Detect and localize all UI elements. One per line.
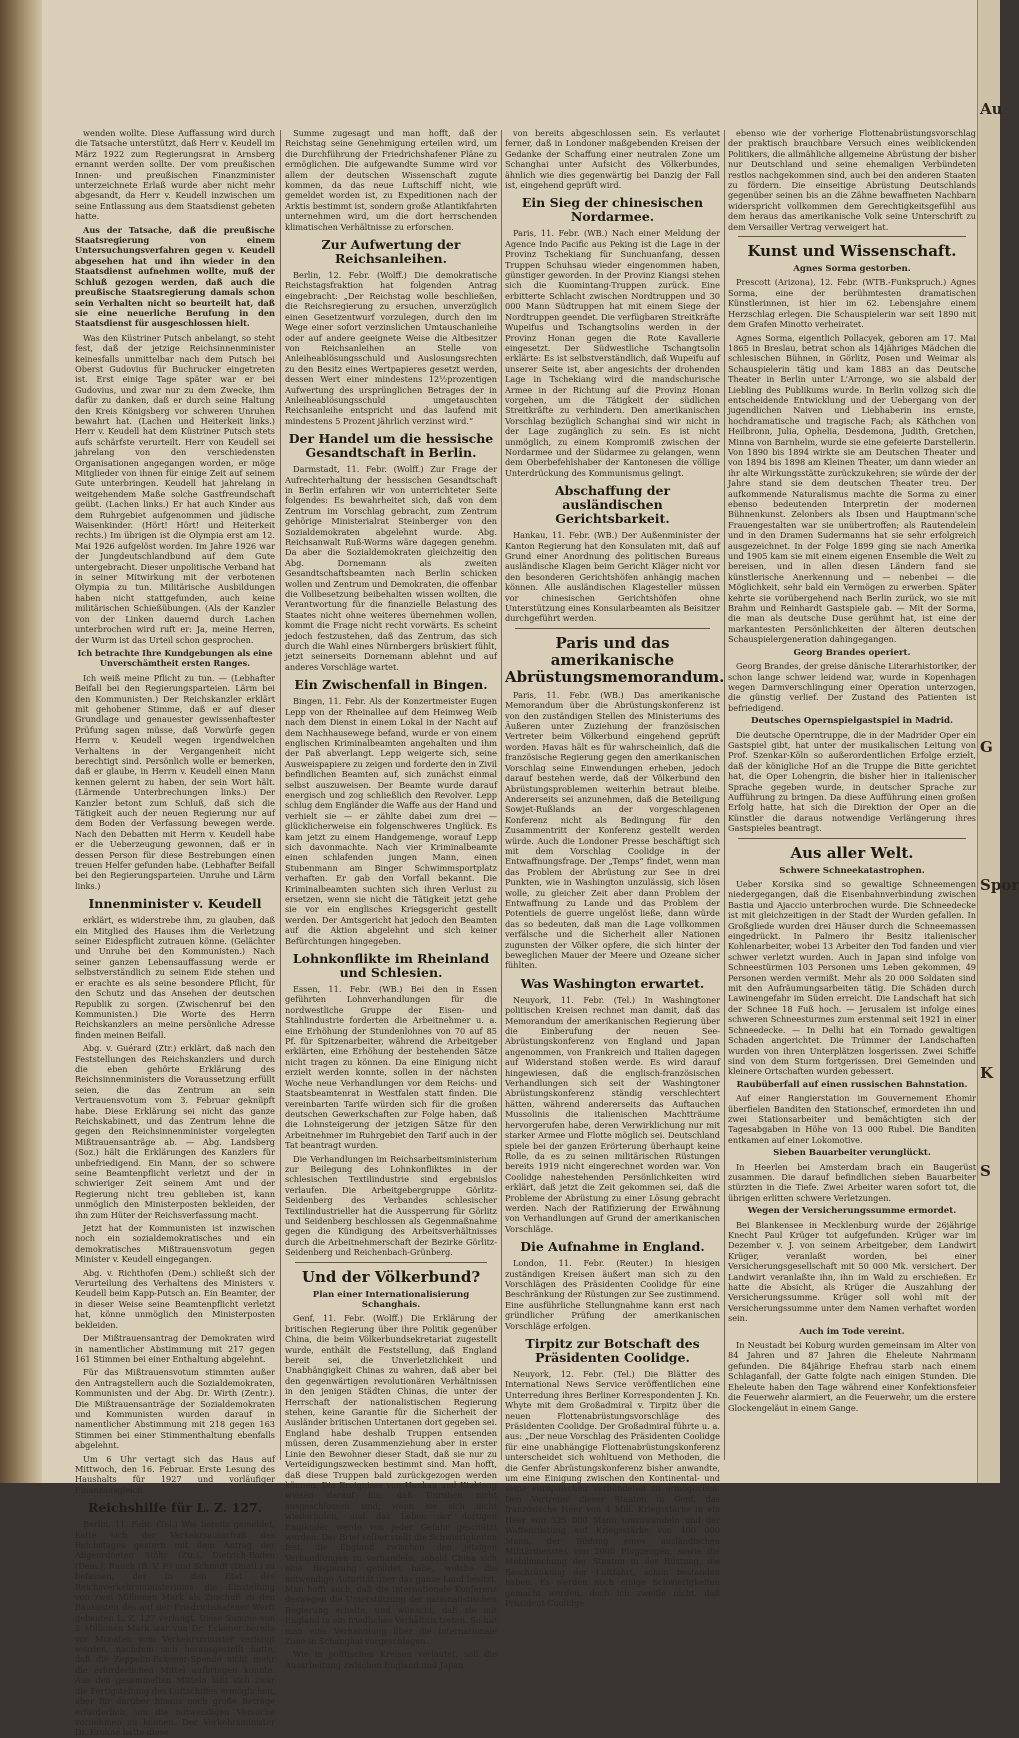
article-paragraph: Berlin, 11. Febr. (Tel.) Wie bereits gemeldet, hatte sich der Verkehrsausschuß des Reichstages gestern mit dem Antrag der Abgeordneten Stöhr (Ztr.), Dietrich-Baden (Dem.), Rauch (B. V. P.) und Schmidt (Dnatl.) zu befassen, der in den Etat des Reichsverkehrsministeriums die Einstellung von zwei Millionen Mark als Zuschuß zu den Baukosten des auf der Friedrichshafener Werft gebauten L. Z. 127 verlangt. Diese Summe von 2 Millionen Mark war von Dr. Eckener bereits vor Monaten vom Verkehrsminister verlangt worden, nachdem sich herausgestellt hatte, daß die Zeppelin-Eckener-Spende nicht mehr die erforderlichen Mittel aufbringen konnte. Aus den gesammelten Mitteln läßt sich zwar die Fertigstellung des Luftschiffes ermöglichen, aber für darüber hinaus noch große Beträge erforderlich, um die notwendigen Versuche vornehmen zu können. Der Verkehrsminister Dr. Krohne hatte diese <box>75 1519 275 1738</box>
column-2 <box>285 128 498 1670</box>
article-paragraph: Bei Blankensee in Mecklenburg wurde der 26jährige Knecht Paul Krüger tot aufgefunden. Krüger war im Dezember v. J. von seinem Arbeitgeber, dem Landwirt Krüger, veranlaßt worden, bei einer Versicherungsgesellschaft mit 50 000 Mk. versichert. Der Landwirt veranlaßte ihn, ihn im Wald zu erschießen. Er hatte die Absicht, als Krüger die Auszahlung der Versicherungssumme. Krüger soll wohl mit der Versicherungssumme unter dem Namen verhaftet worden sein. <box>728 1219 976 1324</box>
section-subheading: Deutsches Opernspielgastspiel in Madrid. <box>751 716 953 727</box>
article-paragraph: erklärt, es widerstrebe ihm, zu glauben, daß ein Mitglied des Hauses ihm die Verletzung seiner Eidespflicht zutrauen könne. (Gelächter und Unruhe bei den Kommunisten.) Nach seiner ganzen Lebensauffassung werde er selbstverständlich zu seinem Eide stehen und er erachte es als seine besondere Pflicht, für den Schutz und das Ansehen der deutschen Republik zu sorgen. (Zwischenruf bei den Kommunisten.) Die Worte des Herrn Reichskanzlers an meine persönliche Adresse finden meinen Beifall. <box>75 915 275 1040</box>
article-paragraph: London, 11. Febr. (Reuter.) In hiesigen zuständigen Kreisen äußert man sich zu den Vorschlägen des Präsidenten Coolidge für eine Beschränkung der Rüstungen zur See zustimmend. Eine ausführliche Stellungnahme kann erst nach gründlicher Prüfung der amerikanischen Vorschläge erfolgen. <box>505 1258 720 1331</box>
section-heading: Kunst und Wissenschaft. <box>747 242 957 261</box>
section-heading: Lohnkonflikte im Rheinland und Schlesien. <box>292 951 490 981</box>
article-paragraph: Hankau, 11. Febr. (WB.) Der Außenminister der Kanton Regierung hat den Konsulaten mit, daß auf Grund einer Anordnung des politischen Bureaus ausländische Klagen beim Gericht Kläger nicht vor den besonderen Gerichtshöfen anhängig machen können. Alle ausländischen Klagesteller müssen vor chinesischen Gerichtshöfen ohne Unterstützung eines Konsularbeamten als Beisitzer durchgeführt werden. <box>505 530 720 624</box>
section-subheading: Wegen der Versicherungssumme ermordet. <box>747 1206 957 1217</box>
column-rule <box>501 130 502 1460</box>
article-paragraph: Um 6 Uhr vertagt sich das Haus auf Mittwoch, den 16. Februar. Erste Lesung des Haushalts für 1927 und vorläufiger Finanzausgleich. <box>75 1453 275 1495</box>
article-paragraph: wenden wollte. Diese Auffassung wird durch die Tatsache unterstützt, daß Herr v. Keudell im März 1922 zum Regierungsrat in Arnsberg ernannt werden sollte. Der vom preußischen Innen- und preußischen Finanzminister unterzeichnete Erlaß wurde aber nicht mehr abgesandt, da Herr v. Keudell inzwischen um seine Entlassung aus dem Staatsdienst gebeten hatte. <box>75 128 275 222</box>
section-subheading: Schwere Schneekatastrophen. <box>779 865 925 876</box>
column-rule <box>280 130 281 1460</box>
article-paragraph: Paris, 11. Febr. (WB.) Das amerikanische Memorandum über die Abrüstungskonferenz ist von den zuständigen Stellen des Ministeriums des Äußeren unter Zuziehung der französischen Vertreter beim Völkerbund eingehend geprüft worden. Havas hält es für wahrscheinlich, daß die französische Regierung gegen den amerikanischen Vorschlag seine Einwendungen erheben, jedoch darauf bestehen werde, daß der Völkerbund den Abrüstungsproblemen weiterhin betraut bleibe. Andererseits sei anzunehmen, daß die Beteiligung Sowjet-Rußlands an der vorgeschlagenen Konferenz nicht als Bedingung für den Zusammentritt der Konferenz gestellt werden würde. Auch die Londoner Presse beschäftigt sich mit dem Vorschlag Coolidge in der Entwaffnungsfrage. Der „Temps“ findet, wenn man das Problem der Abrüstung zur See in drei Punkten, wie in Washington unzulässig, sich lösen wolle, zu gleicher Zeit aber dann Problem der Entwaffnung zu Lande und das Problem der Potentiels de guerre ungelöst ließe, dann würde das so bedeuten, daß man die Lage vollkommen verfälsche und die Sicherheit aller Nationen zugunsten der Völker opfere, die sich hinter der beweglichen Mauer der Meere und Ozeane sicher fühlten. <box>505 689 720 971</box>
section-subheading: Raubüberfall auf einen russischen Bahnstation. <box>736 1079 968 1090</box>
article-paragraph: Neuyork, 11. Febr. (Tel.) In Washingtoner politischen Kreisen rechnet man damit, daß das Memorandum der amerikanischen Regierung über die Einberufung der neuen See-Abrüstungskonferenz von England und Japan angenommen, von Frankreich und Italien dagegen auf Widerstand stoßen werde. Es wird darauf hingewiesen, daß die englisch-französischen Verhandlungen sich seit der Washingtoner Abrüstungskonferenz ständig verschlechtert hätten, während andererseits das Auftauchen Mussolinis die italienischen Machtträume hervorgerufen habe, deren Verwirklichung nur mit starker Armee und Flotte möglich sei. Deutschland spiele bei der ganzen Erörterung überhaupt keine Rolle, da es zu seinen militärischen Rüstungen bereits 1919 nicht eingerechnet worden war. Von Coolidge nahestehenden Persönlichkeiten wird erklärt, daß jetzt die Zeit gekommen sei, daß die Probleme der Abrüstung zu einer Lösung gebracht werden. Nach der Ratifizierung der Erwähnung von Verhandlungen auf Grund der amerikanischen Vorschläge. <box>505 994 720 1234</box>
divider <box>515 628 710 629</box>
article-paragraph: Für das Mißtrauensvotum stimmten außer den Antragstellern auch die Sozialdemokraten, Kommunisten und der Abg. Dr. Wirth (Zentr.). Die Mißtrauensanträge der Sozialdemokraten und Kommunisten wurden darauf in namentlicher Abstimmung mit 218 gegen 163 Stimmen bei einer Stimmenthaltung ebenfalls abgelehnt. <box>75 1367 275 1451</box>
article-paragraph: Ueber Korsika sind so gewaltige Schneemengen niedergegangen, daß die Eisenbahnverbindung zwischen Bastia und Ajaccio unterbrochen wurde. Die Schneedecke ist mit gleichzeitigen in der Stadt der Wurden gefallen. In Großgliede wurden drei Häuser durch die Schneemassen eingedrückt. In Palmero ihr Besitz italienischer Kohlenarbeiter, wobei 13 Arbeiter den Tod fanden und vier schwer verletzt wurden. Auch in Japan sind infolge von Schneestürmen 103 Personen ums Leben gekommen, 49 Personen werden vermißt. Mehr als 20 000 Soldaten sind mit den Aufräumungsarbeiten tätig. Die Schäden durch Lawinengefahr im Süden erreicht. Die Landschaft hat sich der Schnee 18 Fuß hoch. — Jerusalem ist infolge eines schweren Schneesturmes zum erstenmal seit 1921 in einer Schneedecke. — In Delhi hat ein Tornado gewaltigen Schaden angerichtet. Die Trümmer der Landschaften wurden von ihren Unterplätzen losgerissen. Zwei Schiffe sind von dem Sturm fortgerissen. Drei Gemeinden und kleinere Ortschaften wurden gebessert. <box>728 879 976 1077</box>
divider <box>295 1262 487 1263</box>
section-heading: Abschaffung der ausländischen Gerichtsbarkeit. <box>554 483 671 527</box>
section-subheading: Plan einer Internationalisierung Schanghais. <box>312 1289 470 1310</box>
article-paragraph: Neuyork, 12. Febr. (Tel.) Die Blätter des International News Service veröffentlichen eine Unterredung ihres Berliner Korrespondenten J. Kn. Whyte mit dem Großadmiral v. Tirpitz über die neuen Flottenabrüstungsvorschläge des Präsidenten Coolidge. Der Großadmiral führte u. a. aus: „Der neue Vorschlag des Präsidenten Coolidge für eine unabhängige Flottenabrüstungskonferenz unterscheidet sich wohltuend von Methoden, die die Genfer Abrüstungskonferenz bisher anwandte, um eine Einigung zwischen den Kontinental- und seine europäischen Verbündeten zu ermöglichen. Den Vertreter dieser Staaten in Genf, das französische Heer von 4 Mill. Kriegsstärke in ein Heer von 325 000 Mann umzuwandeln und der Waffenrüstung auf Kriegsstärke von 400 000 Mann, der Bildung eines ausländischen Militärdienstes von 2000 Flugzeugen, sowie die Mobilmachung der Staaten in der Rüstung, die Beschränkung der Luftfahrt, schon bestanden haben. Es werden noch einige Schwierigkeiten gemacht werden, doch ich zweifle nicht, daß Präsident Coolidge <box>505 1369 720 1608</box>
section-subheading: Auch im Tode vereint. <box>799 1326 905 1337</box>
section-subheading: Agnes Sorma gestorben. <box>793 264 911 275</box>
article-paragraph: Darmstadt, 11. Febr. (Wolff.) Zur Frage der Aufrechterhaltung der hessischen Gesandtschaft in Berlin erfahren wir von unterrichteter Seite folgendes: Es bewahrheitet sich, daß von dem Zentrum im Vorschlag gebracht, zum Zentrum gehörige Ministerialrat Steinberger von den Sozialdemokraten abgelehnt wurde. Abg. Reichsanwalt Ruß-Worms wäre dagegen genehm. Da aber die Sozialdemokraten gleichzeitig den Abg. Dornemann als zweiten Gesandtschaftsbeamten nach Berlin schicken wollen und Zentrum und Demokraten, die offenbar die Vollbesetzung beibehalten wissen wollten, die Verantwortung für die finanzielle Belastung des Staates nicht ohne weiteres übernehmen wollen, kommt die Frage nicht recht vorwärts. Es scheint jedoch festzustehen, daß das Zentrum, das sich durch die Wahl eines Nürnbergers brüskiert fühlt, jetzt seinerseits Dornemann ablehnt und auf anderes Vorschläge wartet. <box>285 464 498 672</box>
article-paragraph: Der Mißtrauensantrag der Demokraten wird in namentlicher Abstimmung mit 217 gegen 161 Stimmen bei einer Enthaltung abgelehnt. <box>75 1333 275 1364</box>
section-heading: Paris und das amerikanische Abrüstungsmemorandum. <box>505 633 725 686</box>
strip-fragment: Au <box>980 100 1003 118</box>
book-binding <box>0 0 42 1483</box>
divider <box>738 236 966 237</box>
article-paragraph: Wie in politischen Kreisen verlautet, soll die Ausarbeitung zwischen England und Japan <box>285 1649 497 1670</box>
article-paragraph: Was den Küstriner Putsch anbelangt, so steht fest, daß der jetzige Reichsinnenminister keinesfalls unmittelbar nach dem Putsch bei Oberst Gudovius für Buchrucker eingetreten ist. Erst einige Tage später war er bei Gudovius, und zwar nur zu dem Zwecke, ihm dafür zu danken, daß er durch seine Haltung den Kreis Königsberg vor schweren Unruhen bewahrt hat. (Lachen und Heiterkeit links.) Herr v. Keudell hat dem Küstriner Putsch stets aufs schärfste verurteilt. Herr von Keudell sei jahrelang von den verschiedensten Organisationen angegangen worden, er möge Mitglieder von ihnen für einige Zeit auf seinem Gute unterbringen. Keudell hat jahrelang in weitgehendem Maße solche Gastfreundschaft geübt. (Lachen links.) Er hat auch Kinder aus dem Ruhrgebiet aufgenommen und jüdische Waisenkinder. (Hört! Hört! und Heiterkeit rechts.) Im übrigen ist die Olympia erst am 12. Mai 1926 aufgelöst worden. Im Jahre 1926 war der Jungdeutschlandbund auf dem Gute untergebracht. Dieser unpolitische Verband hat in seiner Mitwirkung mit der verbotenen Olympia zu tun. Militärische Ausbildungen haben nicht stattgefunden, auch keine militärischen Schießübungen. (Als der Kanzler von der Linken dauernd durch Lachen unterbrochen wird ruft er: Ja, meine Herren, der Wurm ist das Urteil schon gesprochen. <box>75 332 275 645</box>
article-paragraph: Paris, 11. Febr. (WB.) Nach einer Meldung der Agence Indo Pacific aus Peking ist die Lage in der Provinz Tschekiang für Sunchuanfang, dessen Truppen Schuhsau wieder eingenommen haben, günstiger geworden. In der Provinz Kiangsi stehen sich die Kuomintang-Truppen zurück. Eine erbitterte Schlacht zwischen Nordtruppen und 30 000 Mann Südtruppen hat mit einem Siege der Nordtruppen geendet. Die verfügbaren Streitkräfte Wupeifus und Tschangtsolins werden in der Provinz Honan gegen die Rote Kavallerie eingesetzt. Der Südwestliche Tschangtsolin erklärte: Es ist selbstverständlich, daß Wupeifu auf unserer Seite ist, aber angesichts der drohenden Lage in Tschekiang wird die mandschurische Armee in der Richtung auf die Provinz Honan vorgehen, um die Tätigkeit der südlichen Streitkräfte zu verhindern. Den amerikanischen Vorschlag bezüglich Schanghai sind wir nicht in der Lage zugänglich zu sein. Es ist nicht unmöglich, zu einem Kompromiß zwischen der Nordarmee und der Südarmee zu gelangen, wenn dem Oberbefehlshaber der Kantonesen die völlige Unterdrückung des Kommunismus gelingt. <box>505 228 720 478</box>
article-paragraph: von bereits abgeschlossen sein. Es verlautet ferner, daß in Londoner maßgebenden Kreisen der Gedanke der Schaffung einer neutralen Zone um Schanghai unter Aufsicht des Völkerbundes, ähnlich wie dies gegenwärtig bei Danzig der Fall ist, eingehend geprüft wird. <box>505 128 720 191</box>
strip-fragment: K <box>980 1064 994 1082</box>
bold-note: Aus der Tatsache, daß die preußische Staatsregierung von einem Untersuchungsverfahren gegen v. Keudell abgesehen hat und ihn wieder in den Staatsdienst aufnehmen wollte, muß der Schluß gezogen werden, daß auch die preußische Staatsregierung damals schon sein Verhalten nicht so beurteilt hat, daß sie eine neuerliche Berufung in den Staatsdienst für ausgeschlossen hielt. <box>75 224 275 329</box>
adjacent-page-strip <box>977 0 1019 1483</box>
strip-fragment: G <box>980 738 993 756</box>
article-paragraph: Die Verhandlungen im Reichsarbeitsministerium zur Beilegung des Lohnkonfliktes in der schlesischen Textilindustrie sind ergebnislos verlaufen. Die Arbeitgebergruppe Görlitz-Seidenberg des Verbandes schlesischer Textilindustrieller hat die Aussperrung für Görlitz und Seidenberg beschlossen als Gegenmaßnahme gegen die Kündigung des Arbeitsverhältnisses durch die Arbeitnehmerschaft der Bezirke Görlitz-Seidenberg und Reichenbach-Grünberg. <box>285 1153 497 1258</box>
strip-fragment: S <box>980 1162 991 1180</box>
section-heading: Was Washington erwartet. <box>520 975 705 991</box>
column-1 <box>75 128 275 1738</box>
article-paragraph: Agnes Sorma, eigentlich Pollacyek, geboren am 17. Mai 1865 in Breslau, betrat schon als 14jähriges Mädchen die schlesischen Bühnen, in Görlitz, Posen und Weimar als Schauspielerin tätig und kam 1883 an das Deutsche Theater in Berlin unter L'Arronge, wo sie alsbald der Liebling des Publikums wurde. In Berlin vollzog sich die entscheidende Entwicklung und der Uebergang von der jugendlichen Naiven und Liebhaberin ins ernste, hochdramatische und tragische Fach; als Käthchen von Heilbronn, Julia, Ophelia, Desdemona, Judith, Gretchen, Minna von Barnhelm, wurde sie eine gefeierte Darstellerin. Von 1890 bis 1894 wirkte sie am Deutschen Theater und von 1894 bis 1898 am Kleinen Theater, um dann wieder an ihr alte Wirkungsstätte zurückzukehren; sie würde der der Jahre stand sie dem deutschen Theater treu. Der aufkommende Naturalismus machte die Sorma zu einer ebenso bedeutenden Interpretin der modernen Bühnenkunst. Zelonbers als Ibsen und Hauptmann'sche Frauengestalten war sie unübertroffen; als Rautendelein und in den Dramen Sudermanns hat sie sehr erfolgreich ausgezeichnet. In der Folge 1899 ging sie nach Amerika und 1905 kam sie mit einem eigenen Ensemble die Welt zu bereisen, und in allen diesen Ländern fand sie künstlerische Anerkennung und — nebenbei — die Möglichkeit, sehr bald ein Vermögen zu erwerben. Später kehrte sie vorübergehend nach Berlin zurück, wo sie mit Brahm und Reinhardt Gastspiele gab. — Mit der Sorma, die man als deutsche Duse gerühmt hat, ist eine der markantesten Persönlichkeiten der älteren deutschen Schauspielergeneration dahingegangen. <box>728 332 976 645</box>
section-heading: Innenminister v. Keudell <box>88 896 262 912</box>
column-rule <box>724 130 725 1460</box>
column-4 <box>728 128 976 1468</box>
article-paragraph: Jetzt hat der Kommunisten ist inzwischen noch ein sozialdemokratisches und ein demokratisches Mißtrauensvotum gegen Minister v. Keudell eingegangen. <box>75 1223 275 1265</box>
bold-note: Ich betrachte Ihre Kundgebungen als eine Unverschämtheit ersten Ranges. <box>77 647 273 669</box>
article-paragraph: Ich weiß meine Pflicht zu tun. — (Lebhafter Beifall bei den Regierungsparteien. Lärm bei den Kommunisten.) Der Reichskanzler erklärt mit gehobener Stimme, daß er auf dieser Grundlage und genauester gewissenhaftester Prüfung sagen müsse, daß Vorwürfe gegen Herrn v. Keudell wegen irgendwelchen Verhaltens in der Vergangenheit nicht berechtigt sind. Persönlich wolle er bemerken, daß er glaube, in Herrn v. Keudell einen Mann kennen gelernt zu haben, der sein Wort hält. (Lärmende Unterbrechungen links.) Der Kanzler betont zum Schluß, daß sich die Tätigkeit auch der neuen Regierung nur auf dem Boden der Verfassung bewegen werde. Nach den Debatten mit Herrn v. Keudell habe er die Ueberzeugung gewonnen, daß er in dessen Person für diese Bestrebungen einen treuen Helfer gefunden habe. (Lebhafter Beifall bei den Regierungsparteien. Unruhe und Lärm links.) <box>75 672 275 891</box>
article-paragraph: Die deutsche Operntruppe, die in der Madrider Oper ein Gastspiel gibt, hat unter der musikalischen Leitung von Prof. Szenkar-Köln so außerordentlichen Erfolge erzielt, daß der königliche Hof an die Truppe die Bitte gerichtet hat, die Oper Lohengrin, die bisher hier in italienischer Sprache gegeben wurde, in deutscher Sprache zur Aufführung zu bringen. Da diese Aufführung einen großen Erfolg hatte, hat sich die Direktion der Oper an die Künstler die daraus notwendige Verlängerung ihres Gastspieles beantragt. <box>728 729 976 834</box>
article-paragraph: Summe zugesagt und man hofft, daß der Reichstag seine Genehmigung erteilen wird, um die Durchführung der Friedrichshafener Pläne zu ermöglichen. Die aufgewandte Summe wird vor allem der deutschen Wissenschaft zugute kommen, da das neue Luftschiff nicht, wie gemeldet worden ist, zu Expeditionen nach der Arktis bestimmt ist, sondern große Atlantikfahrten unternehmen wird, um die dort herrschenden klimatischen Verhältnisse zu erforschen. <box>285 128 497 232</box>
section-heading: Und der Völkerbund? <box>301 1267 481 1286</box>
article-paragraph: ebenso wie der vorherige Flottenabrüstungsvorschlag der praktisch brauchbare Versuch eines weiblickenden Politikers, die allmähliche allgemeine Abrüstung der bisher nur Deutschland und seine ehemaligen Verbündeten restlos nachgekommen sind, auch bei den anderen Staaten zu fördern. Die einseitige Abrüstung Deutschlands gegenüber seinen bis an die Zähne bewaffneten Nachbarn widerspricht vollkommen dem Gerechtigkeitsgefühl aus dem heraus das amerikanische Volk seine Unterschrift zu dem Versailler Vertrag verweigert hat. <box>728 128 976 232</box>
article-paragraph: Bingen, 11. Febr. Als der Konzertmeister Eugen Lepp von der Rheinallee auf dem Heimweg Weib nach dem Dienst in einem Lokal in der Nacht auf dem Nachhausewege befand, wurde er von einem englischen Kriminalbeamten angehalten und ihm der Paß abverlangt. Lepp weigerte sich, seine Ausweispapiere zu zeigen und forderte den in Zivil befindlichen Beamten auf, sich zunächst einmal selbst auszuweisen. Der Beamte wurde darauf energisch und zog schließlich den Revolver. Lepp schlug dem Engländer die Waffe aus der Hand und verhielt sie — er zählte dabei zum drei — glücklicherweise ein folgenschweres Unglück. Es kam jetzt zu einem Handgemenge, worauf Lepp sich davonmachte. Nach vier Kriminalbeamte einen schlafenden jungen Mann, einen Stubenmann am Binger Schwimmsportplatz verhaften. Er gab den Vorfall bekannt. Die Kriminalbeamten suchten sich ihren Verlust zu ersetzen, wenn sie nicht die Tätigkeit jetzt gehe sie vor ein englisches Kriegsgericht gestellt werden. Der Amtsgericht hat jedoch den Beamten auf die Aktion abgelehnt und sich keiner Befürchtungen hingegeben. <box>285 696 497 946</box>
section-subheading: Sieben Bauarbeiter verunglückt. <box>773 1148 931 1159</box>
article-paragraph: In Neustadt bei Koburg wurden gemeinsam im Alter von 84 Jahren und 87 Jahren die Eheleute Nahrmann gefunden. Die 84jährige Ehefrau starb nach einem Schlaganfall, der Gatte folgte nach einigen Stunden. Die Eheleute haben den Tage während einer Konfektionsfeier die Feuerwehr alarmiert, an die Feuerwehr, um die erstere Glockengeläut in einem Gange. <box>728 1340 976 1413</box>
section-heading: Ein Zwischenfall in Bingen. <box>294 677 488 693</box>
article-paragraph: In Heerlen bei Amsterdam brach ein Baugerüst zusammen. Die darauf befindlichen sieben Bauarbeiter stürzten in die Tiefe. Zwei Arbeiter waren sofort tot, die übrigen erlitten schwere Verletzungen. <box>728 1161 976 1203</box>
article-paragraph: Prescott (Arizona), 12. Febr. (WTB.-Funkspruch.) Agnes Sorma, eine der berühmtesten dramatischen Künstlerinnen, ist hier im 62. Lebensjahre einem Herzschlag erlegen. Die Schauspielerin war seit 1890 mit dem Grafen Minotto verheiratet. <box>728 277 976 330</box>
article-paragraph: Genf, 11. Febr. (Wolff.) Die Erklärung der britischen Regierung über ihre Politik gegenüber China, die beim Völkerbundsekretariat zugestellt wurde, enthält die Feststellung, daß England bereit sei, die Unverletzlichkeit und Unabhängigkeit Chinas zu wahren, daß aber bei den gegenwärtigen revolutionären Verhältnissen in den jenigen Städten Chinas, die unter der Herrschaft der nationalistischen Regierung stehen, keine Garantie für die Sicherheit der Ausländer britischen Untertanen dort gegeben sei. England habe deshalb Truppen entsenden müssen, deren Zusammenziehung aber in erster Linie den Bewohner dieser Stadt, daß sie nur zu Verteidigungszwecken bestimmt sind. Man hofft, daß diese Truppen bald zurückgezogen werden können. Die Ereignisse von Hankau und Kiukiang wiesen darauf hin, daß Unruhen nicht ausgeschlossen sind, wenn sie sich nicht wiederholen, und das Leben der dortigen Engländer werde von jeder Gefahr geschützt werden. Der Brief selber stellt die Schwierigkeiten fest, die England zwischen den jetzigen Verhandlungen zu verhandeln, sobald China sich eine Regierung gebildet habe, welche die notwendige Autorität über das ganze Land besitzt. Man hofft auch, daß die internationale Konferenz deswegen die Unterstützung der nationalistischen Regierung erhalte, und wünscht, daß sie mit England in ein friedliches Verhältnis treten. So hat man eine Verhandlung über die internationale Zone in Schanghai vorgeschlagen. <box>285 1313 497 1646</box>
section-subheading: Georg Brandes operiert. <box>793 647 911 658</box>
strip-fragment: Spor <box>980 876 1019 894</box>
section-heading: Tirpitz zur Botschaft des Präsidenten Coolidge. <box>525 1336 700 1365</box>
article-paragraph: Essen, 11. Febr. (WB.) Bei den in Essen geführten Lohnverhandlungen für die nordwestliche Gruppe der Eisen- und Stahlindustrie forderten die Arbeitnehmer u. a. eine Erhöhung der Stundenlohnes von 70 auf 85 Pf. für Spitzenarbeiter, während die Arbeitgeber erklärten, eine Erhöhung der bestehenden Sätze nicht tragen zu können. Da eine Einigung nicht erzielt werden konnte, sollen in der nächsten Woche neue Verhandlungen vor dem Reichs- und Staatsbeamtenrat in Westfalen statt finden. Die vereinbarten Tarife würden sich für die großen deutschen Gewerkschaften zur Folge haben, daß die Lohnsteigerung der jetzigen Sätze für den Arbeitnehmer im Ruhrgebiet den Tarif auch in der Tat beantragt wurden. <box>285 984 497 1151</box>
article-paragraph: Georg Brandes, der greise dänische Literarhistoriker, der schon lange schwer leidend war, wurde in Kopenhagen wegen Darmverschlingung einer Operation unterzogen, die günstig verlief. Der Zustand des Patienten ist befriedigend. <box>728 661 976 713</box>
column-3 <box>505 128 725 1608</box>
section-heading: Reichshilfe für L. Z. 127. <box>87 1500 263 1516</box>
article-paragraph: Abg. v. Richthofen (Dem.) schließt sich der Verurteilung des Verhaltens des Ministers v. Keudell beim Kapp-Putsch an. Ein Beamter, der in dieser Weise seine Beamtenpflicht verletzt hat, könne unmöglich den Ministerposten bekleiden. <box>75 1267 275 1330</box>
divider <box>738 838 966 839</box>
section-heading: Die Aufnahme in England. <box>520 1239 705 1255</box>
section-heading: Aus aller Welt. <box>790 843 914 862</box>
article-paragraph: Berlin, 12. Febr. (Wolff.) Die demokratische Reichstagsfraktion hat folgenden Antrag eingebracht: „Der Reichstag wolle beschließen, die Reichsregierung zu ersuchen, unverzüglich einen Gesetzentwurf vorzulegen, durch den im Wege einer sofort verzinslichen Umtauschanleihe oder auf andere geeignete Weise die Altbesitzer von Reichsanleihen an Stelle von Anleiheablösungsschuld und Auslosungsrechten zu den Besitz eines Wertpapieres gesetzt werden, dessen Wert einer mindestens 12½prozentigen Aufwertung des ursprünglichen Betrages der in Anleiheablösungsschuld umgetauschten Reichsanleihe entspricht und das laufend mit mindestens 5 Prozent jährlich verzinst wird.“ <box>285 270 497 426</box>
article-paragraph: Abg. v. Guérard (Ztr.) erklärt, daß nach den Feststellungen des Reichskanzlers und durch die eben gehörte Erklärung des Reichsinnenministers die Voraussetzung erfüllt seien, die das Zentrum an sein Vertrauensvotum vom 3. Februar geknüpft habe. Diese Erklärung sei nicht das ganze Reichskabinett, und das Zentrum lehne die gegen den Reichsinnenminister vorgelegten Mißtrauensanträge ab. — Abg. Landsberg (Soz.) hält die Erklärungen des Kanzlers für unbefriedigend. Ein Mann, der so schwere seine Beamtenpflicht verletzt und der in schwieriger Zeit seinem Amt und der Regierung nicht treu geblieben ist, kann unmöglich den Ministerposten bekleiden, der ihn zum Hüter der Reichsverfassung macht. <box>75 1043 275 1220</box>
article-paragraph: Auf einer Rangierstation im Gouvernement Ehomir überfielen Banditen den Stationschef, ermordeten ihn und zwei Stationsarbeiter und bemächtigten sich der Tagesabgaben in Höhe von 13 000 Rubel. Die Banditen entkamen auf einer Lokomotive. <box>728 1093 976 1145</box>
section-heading: Ein Sieg der chinesischen Nordarmee. <box>521 195 704 225</box>
section-heading: Der Handel um die hessische Gesandtschaft in Berlin. <box>288 431 494 461</box>
section-heading: Zur Aufwertung der Reichsanleihen. <box>321 237 461 267</box>
